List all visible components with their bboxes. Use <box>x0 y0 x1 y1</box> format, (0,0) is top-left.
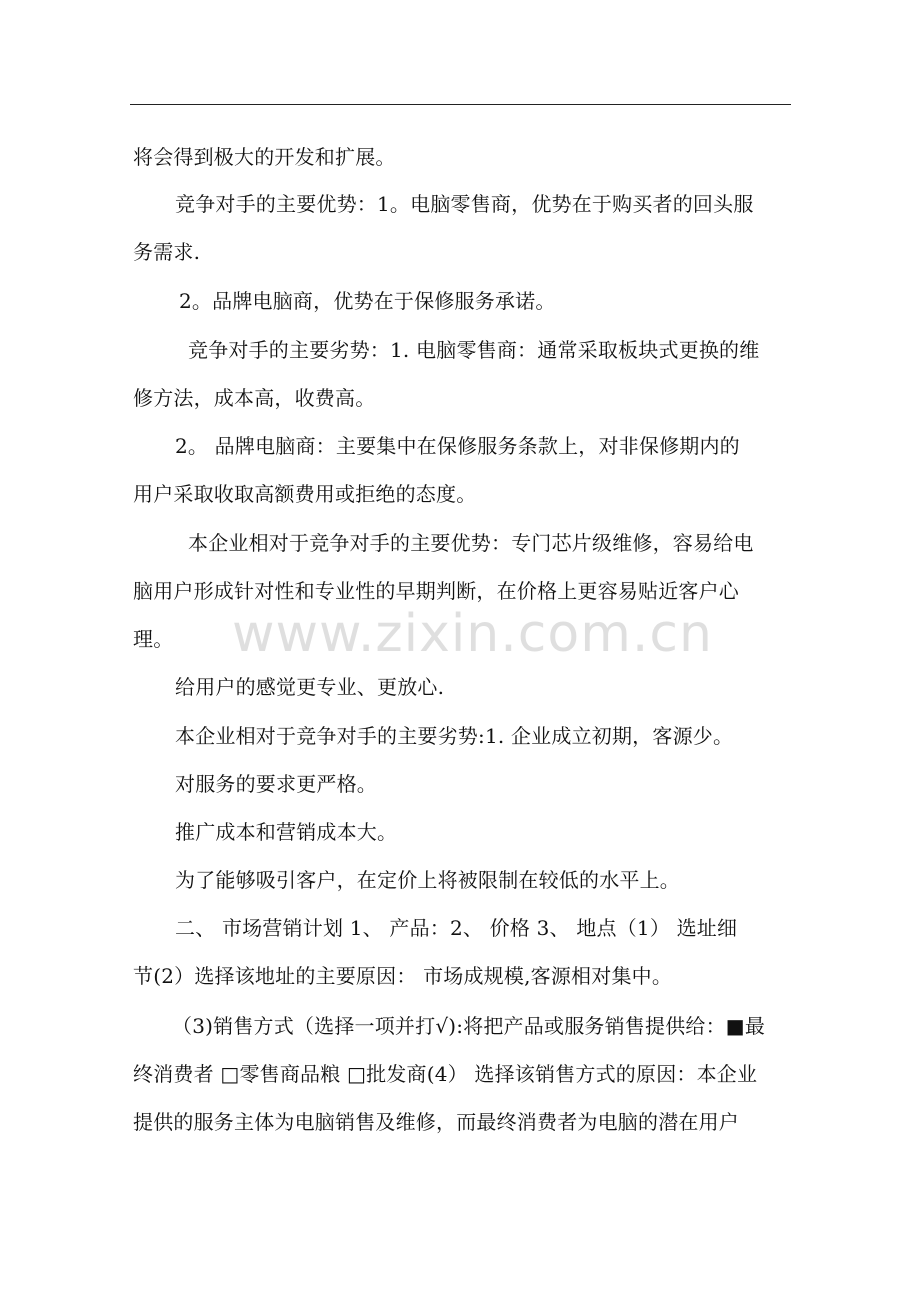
text-line: 理。 <box>133 627 174 651</box>
text-line: 修方法，成本高，收费高。 <box>133 386 376 410</box>
text-line: 竞争对手的主要劣势：1. 电脑零售商：通常采取板块式更换的维 <box>188 338 760 362</box>
text-line: 给用户的感觉更专业、更放心. <box>175 675 445 699</box>
header-rule <box>130 104 791 105</box>
text-line: 二、 市场营销计划 1、 产品：2、 价格 3、 地点（1） 选址细 <box>175 916 738 940</box>
text-line: 务需求. <box>133 240 201 264</box>
text-line: 对服务的要求更严格。 <box>175 772 377 796</box>
text-line: 节(2）选择该地址的主要原因： 市场成规模,客源相对集中。 <box>133 964 673 988</box>
text-line: 用户采取收取高额费用或拒绝的态度。 <box>133 482 477 506</box>
text-line: 竞争对手的主要优势：1。电脑零售商，优势在于购买者的回头服 <box>175 192 754 216</box>
text-line: 将会得到极大的开发和扩展。 <box>133 145 396 169</box>
text-line: 脑用户形成针对性和专业性的早期判断，在价格上更容易贴近客户心 <box>133 579 739 603</box>
text-line: 推广成本和营销成本大。 <box>175 820 398 844</box>
text-line: 2。 品牌电脑商：主要集中在保修服务条款上，对非保修期内的 <box>175 434 740 458</box>
text-line: 提供的服务主体为电脑销售及维修，而最终消费者为电脑的潜在用户 <box>133 1110 739 1134</box>
watermark-text: www.zixin.com.cn <box>232 604 713 664</box>
text-line: 为了能够吸引客户，在定价上将被限制在较低的水平上。 <box>175 868 680 892</box>
text-line: （3)销售方式（选择一项并打√):将把产品或服务销售提供给：■最 <box>172 1014 766 1038</box>
text-line: 2。品牌电脑商，优势在于保修服务承诺。 <box>179 289 556 313</box>
text-line: 终消费者 □零售商品粮 □批发商(4） 选择该销售方式的原因：本企业 <box>133 1062 758 1086</box>
text-line: 本企业相对于竞争对手的主要优势：专门芯片级维修，容易给电 <box>188 531 754 555</box>
text-line: 本企业相对于竞争对手的主要劣势:1. 企业成立初期，客源少。 <box>175 724 734 748</box>
